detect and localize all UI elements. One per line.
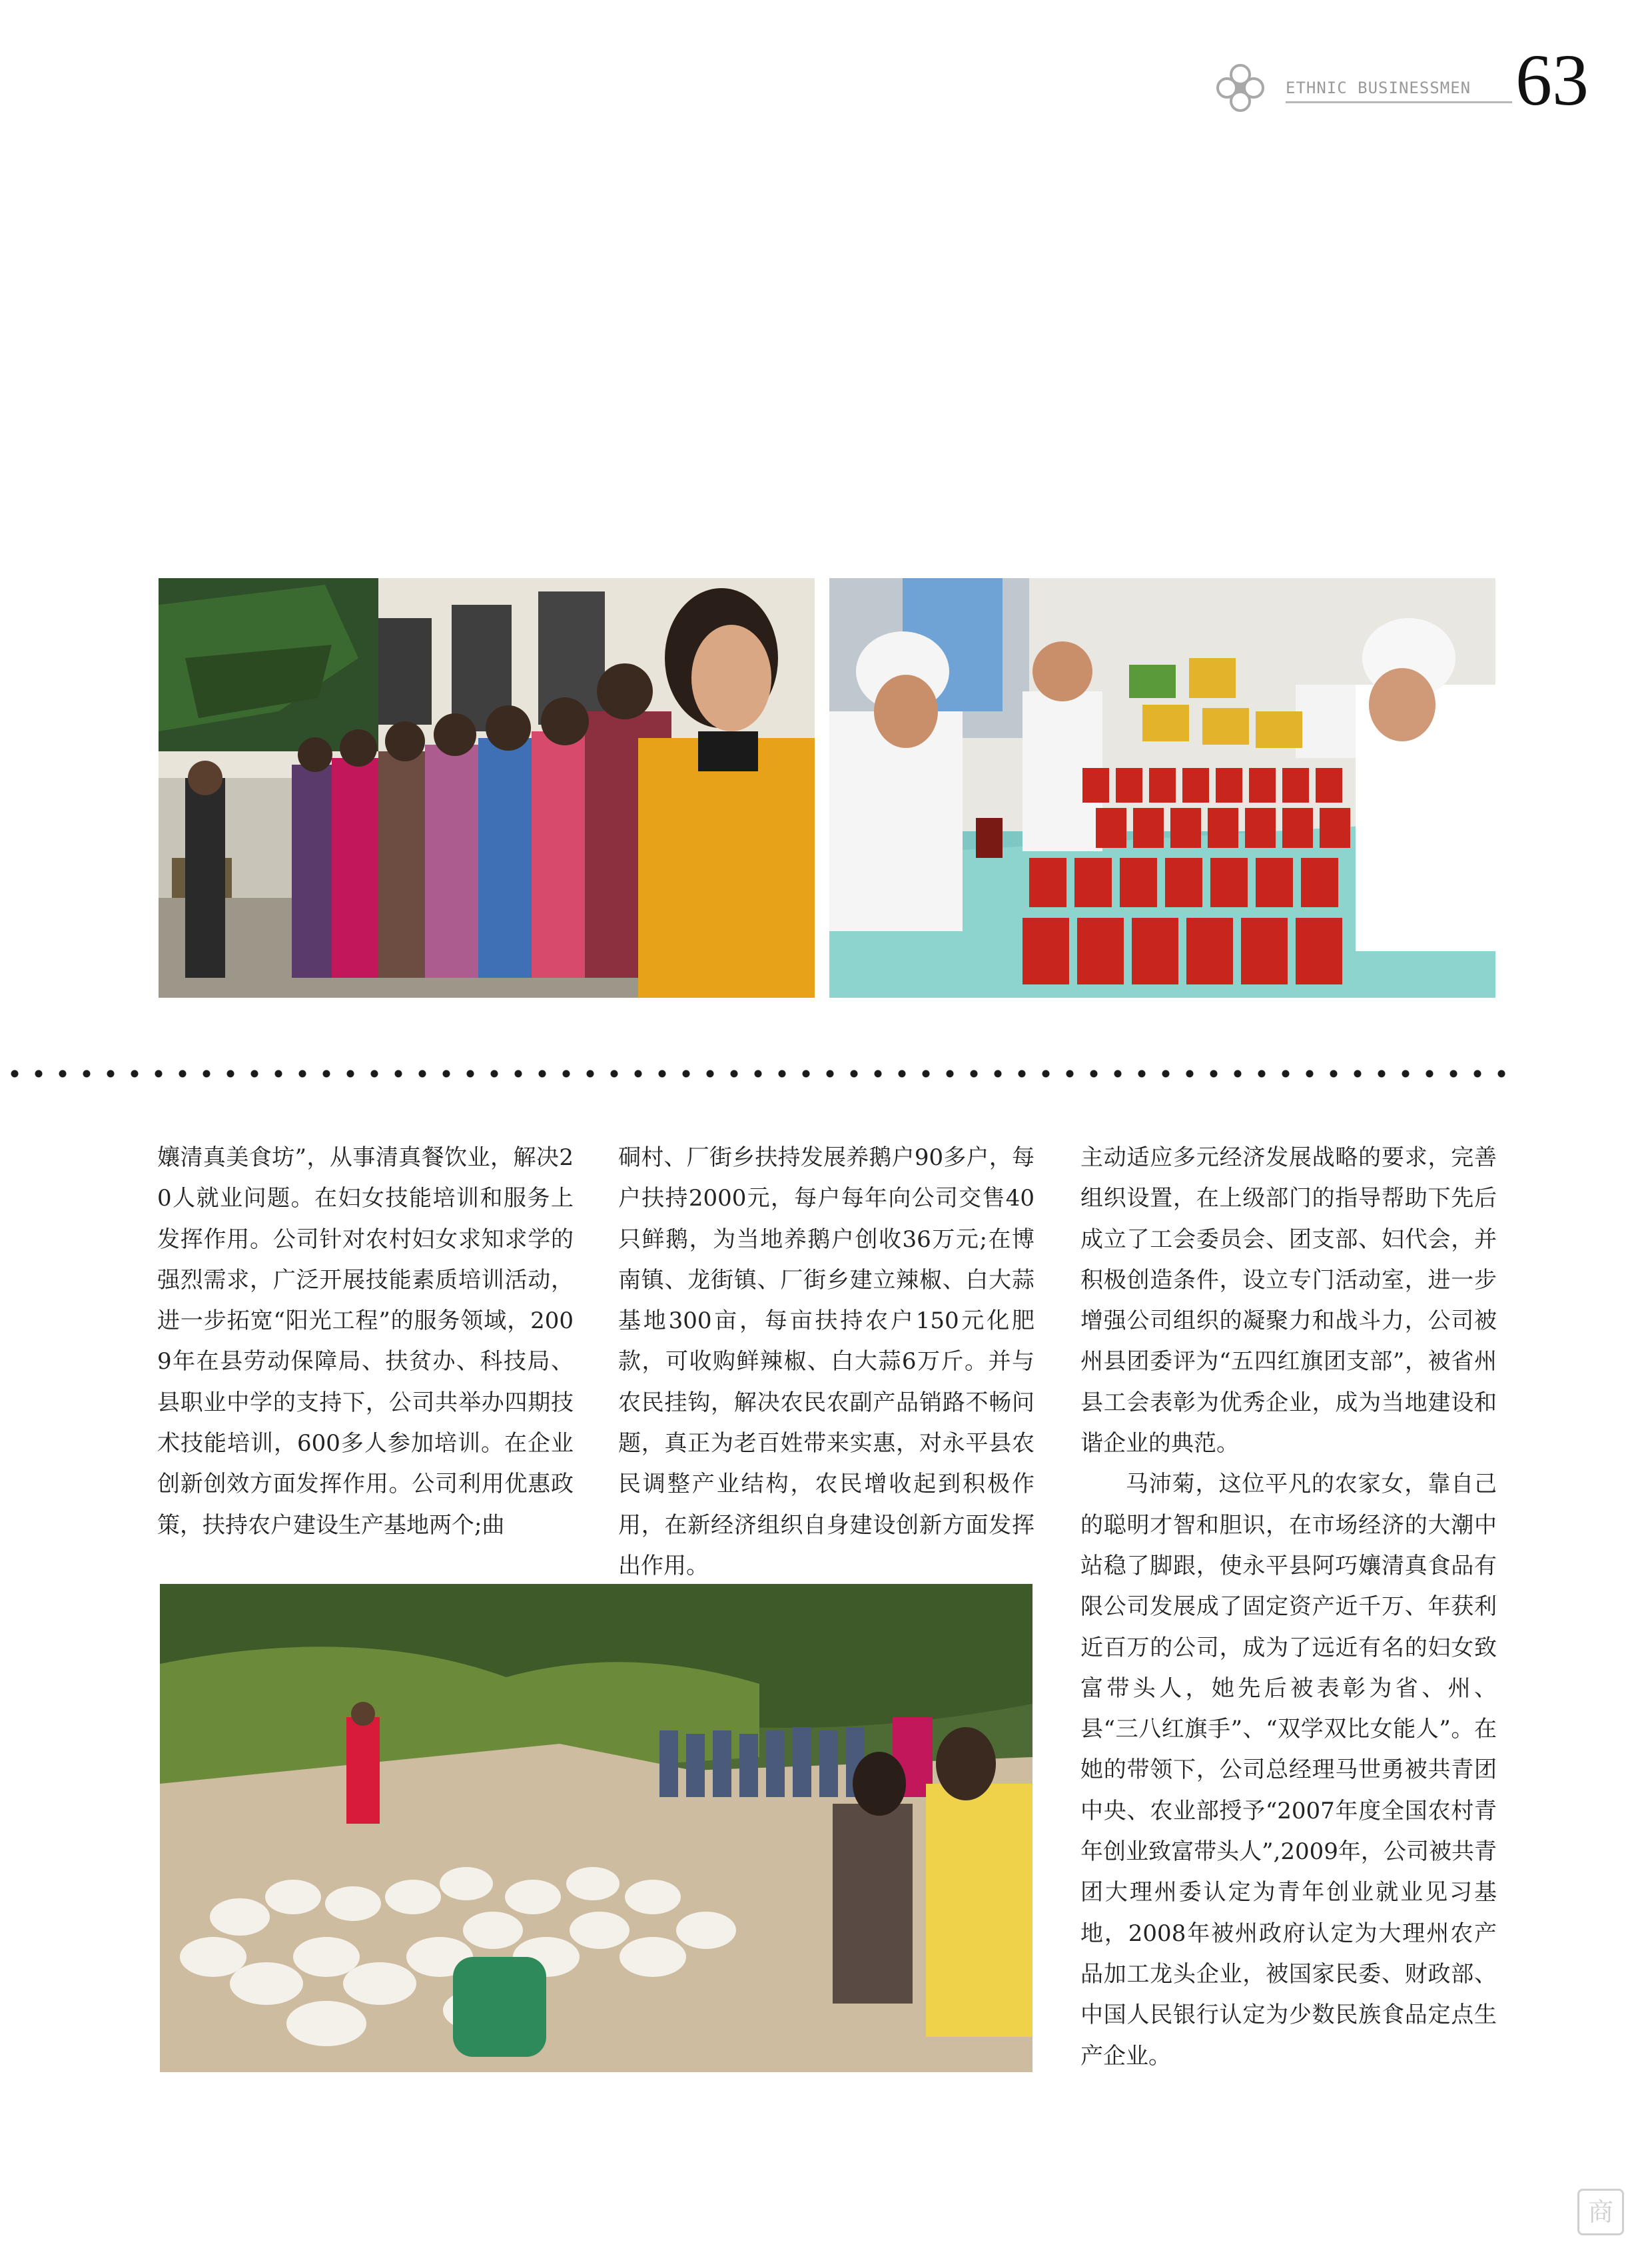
page-number: 63 (1515, 39, 1589, 121)
column-1-paragraph: 孃清真美食坊”，从事清真餐饮业，解决20人就业问题。在妇女技能培训和服务上发挥作用。公司针对农村妇女求知求学的强烈需求，广泛开展技能素质培训活动，进一步拓宽“阳光工程”的服务领域，2009年在县劳动保障局、扶贫办、科技局、县职业中学的支持下，公司共举办四期技术技能培训，600多人参加培训。在企业创新创效方面发挥作用。公司利用优惠政策，扶持农户建设生产基地两个;曲 (157, 1144, 574, 1539)
text-column-2 (618, 1138, 1034, 1587)
publisher-stamp: 商 (1577, 2189, 1624, 2235)
header-rule (1286, 101, 1512, 103)
page-header (1212, 40, 1612, 127)
text-column-3 (1080, 1138, 1497, 2077)
dotted-divider (0, 1066, 1505, 1082)
photo-geese-flock (160, 1584, 1032, 2072)
photo-food-factory (829, 578, 1495, 998)
magazine-brand: ETHNIC BUSINESSMEN (1286, 79, 1471, 97)
photo-women-queue (159, 578, 815, 998)
photo-geese-flock-image (160, 1584, 1032, 2072)
photo-women-queue-image (159, 578, 815, 998)
column-3-paragraph-1: 主动适应多元经济发展战略的要求，完善组织设置，在上级部门的指导帮助下先后成立了工会委员会、团支部、妇代会，并积极创造条件，设立专门活动室，进一步增强公司组织的凝聚力和战斗力，公司被州县团委评为“五四红旗团支部”，被省州县工会表彰为优秀企业，成为当地建设和谐企业的典范。 (1080, 1144, 1497, 1457)
column-2-paragraph: 硐村、厂街乡扶持发展养鹅户90多户，每户扶持2000元，每户每年向公司交售40只鲜鹅，为当地养鹅户创收36万元;在博南镇、龙街镇、厂街乡建立辣椒、白大蒜基地300亩，每亩扶持农户150元化肥款，可收购鲜辣椒、白大蒜6万斤。并与农民挂钩，解决农民农副产品销路不畅问题，真正为老百姓带来实惠，对永平县农民调整产业结构，农民增收起到积极作用，在新经济组织自身建设创新方面发挥出作用。 (618, 1144, 1034, 1579)
column-3-paragraph-2: 马沛菊，这位平凡的农家女，靠自己的聪明才智和胆识，在市场经济的大潮中站稳了脚跟，使永平县阿巧孃清真食品有限公司发展成了固定资产近千万、年获利近百万的公司，成为了远近有名的妇女致富带头人，她先后被表彰为省、州、县“三八红旗手”、“双学双比女能人”。在她的带领下，公司总经理马世勇被共青团中央、农业部授予“2007年度全国农村青年创业致富带头人”,2009年，公司被共青团大理州委认定为青年创业就业见习基地，2008年被州政府认定为大理州农产品加工龙头企业，被国家民委、财政部、中国人民银行认定为少数民族食品定点生产企业。 (1080, 1471, 1497, 2069)
photo-food-factory-image (829, 578, 1495, 998)
floral-ornament-icon (1212, 60, 1268, 116)
text-column-1 (157, 1138, 574, 1546)
